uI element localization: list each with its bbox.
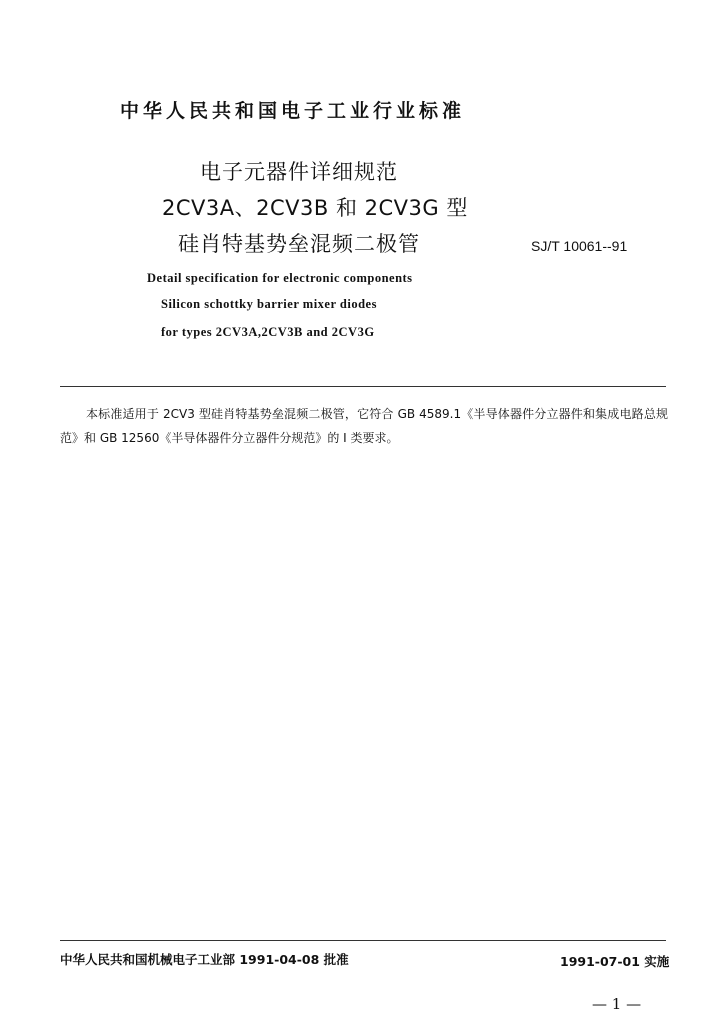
title-en-line-1: Detail specification for electronic components xyxy=(147,271,413,285)
title-en-line-3: for types 2CV3A,2CV3B and 2CV3G xyxy=(161,325,375,339)
title-en-line-2: Silicon schottky barrier mixer diodes xyxy=(161,297,377,311)
implementation-date: 1991-07-01 实施 xyxy=(560,954,670,969)
standard-header-title: 中华人民共和国电子工业行业标准 xyxy=(120,100,466,122)
top-divider xyxy=(60,386,666,387)
standard-number: SJ/T 10061--91 xyxy=(531,238,628,254)
title-cn-line-1: 电子元器件详细规范 xyxy=(200,160,398,184)
page-number: — 1 — xyxy=(592,995,642,1013)
title-cn-line-3: 硅肖特基势垒混频二极管 xyxy=(178,232,420,256)
approval-note: 中华人民共和国机械电子工业部 1991-04-08 批准 xyxy=(60,952,349,967)
title-cn-line-2: 2CV3A、2CV3B 和 2CV3G 型 xyxy=(162,196,468,220)
scope-paragraph: 本标准适用于 2CV3 型硅肖特基势垒混频二极管，它符合 GB 4589.1《半导体器件分立器件和集成电路总规范》和 GB 12560《半导体器件分立器件分规范》的 I 类要求。 xyxy=(60,407,668,445)
bottom-divider xyxy=(60,940,666,941)
